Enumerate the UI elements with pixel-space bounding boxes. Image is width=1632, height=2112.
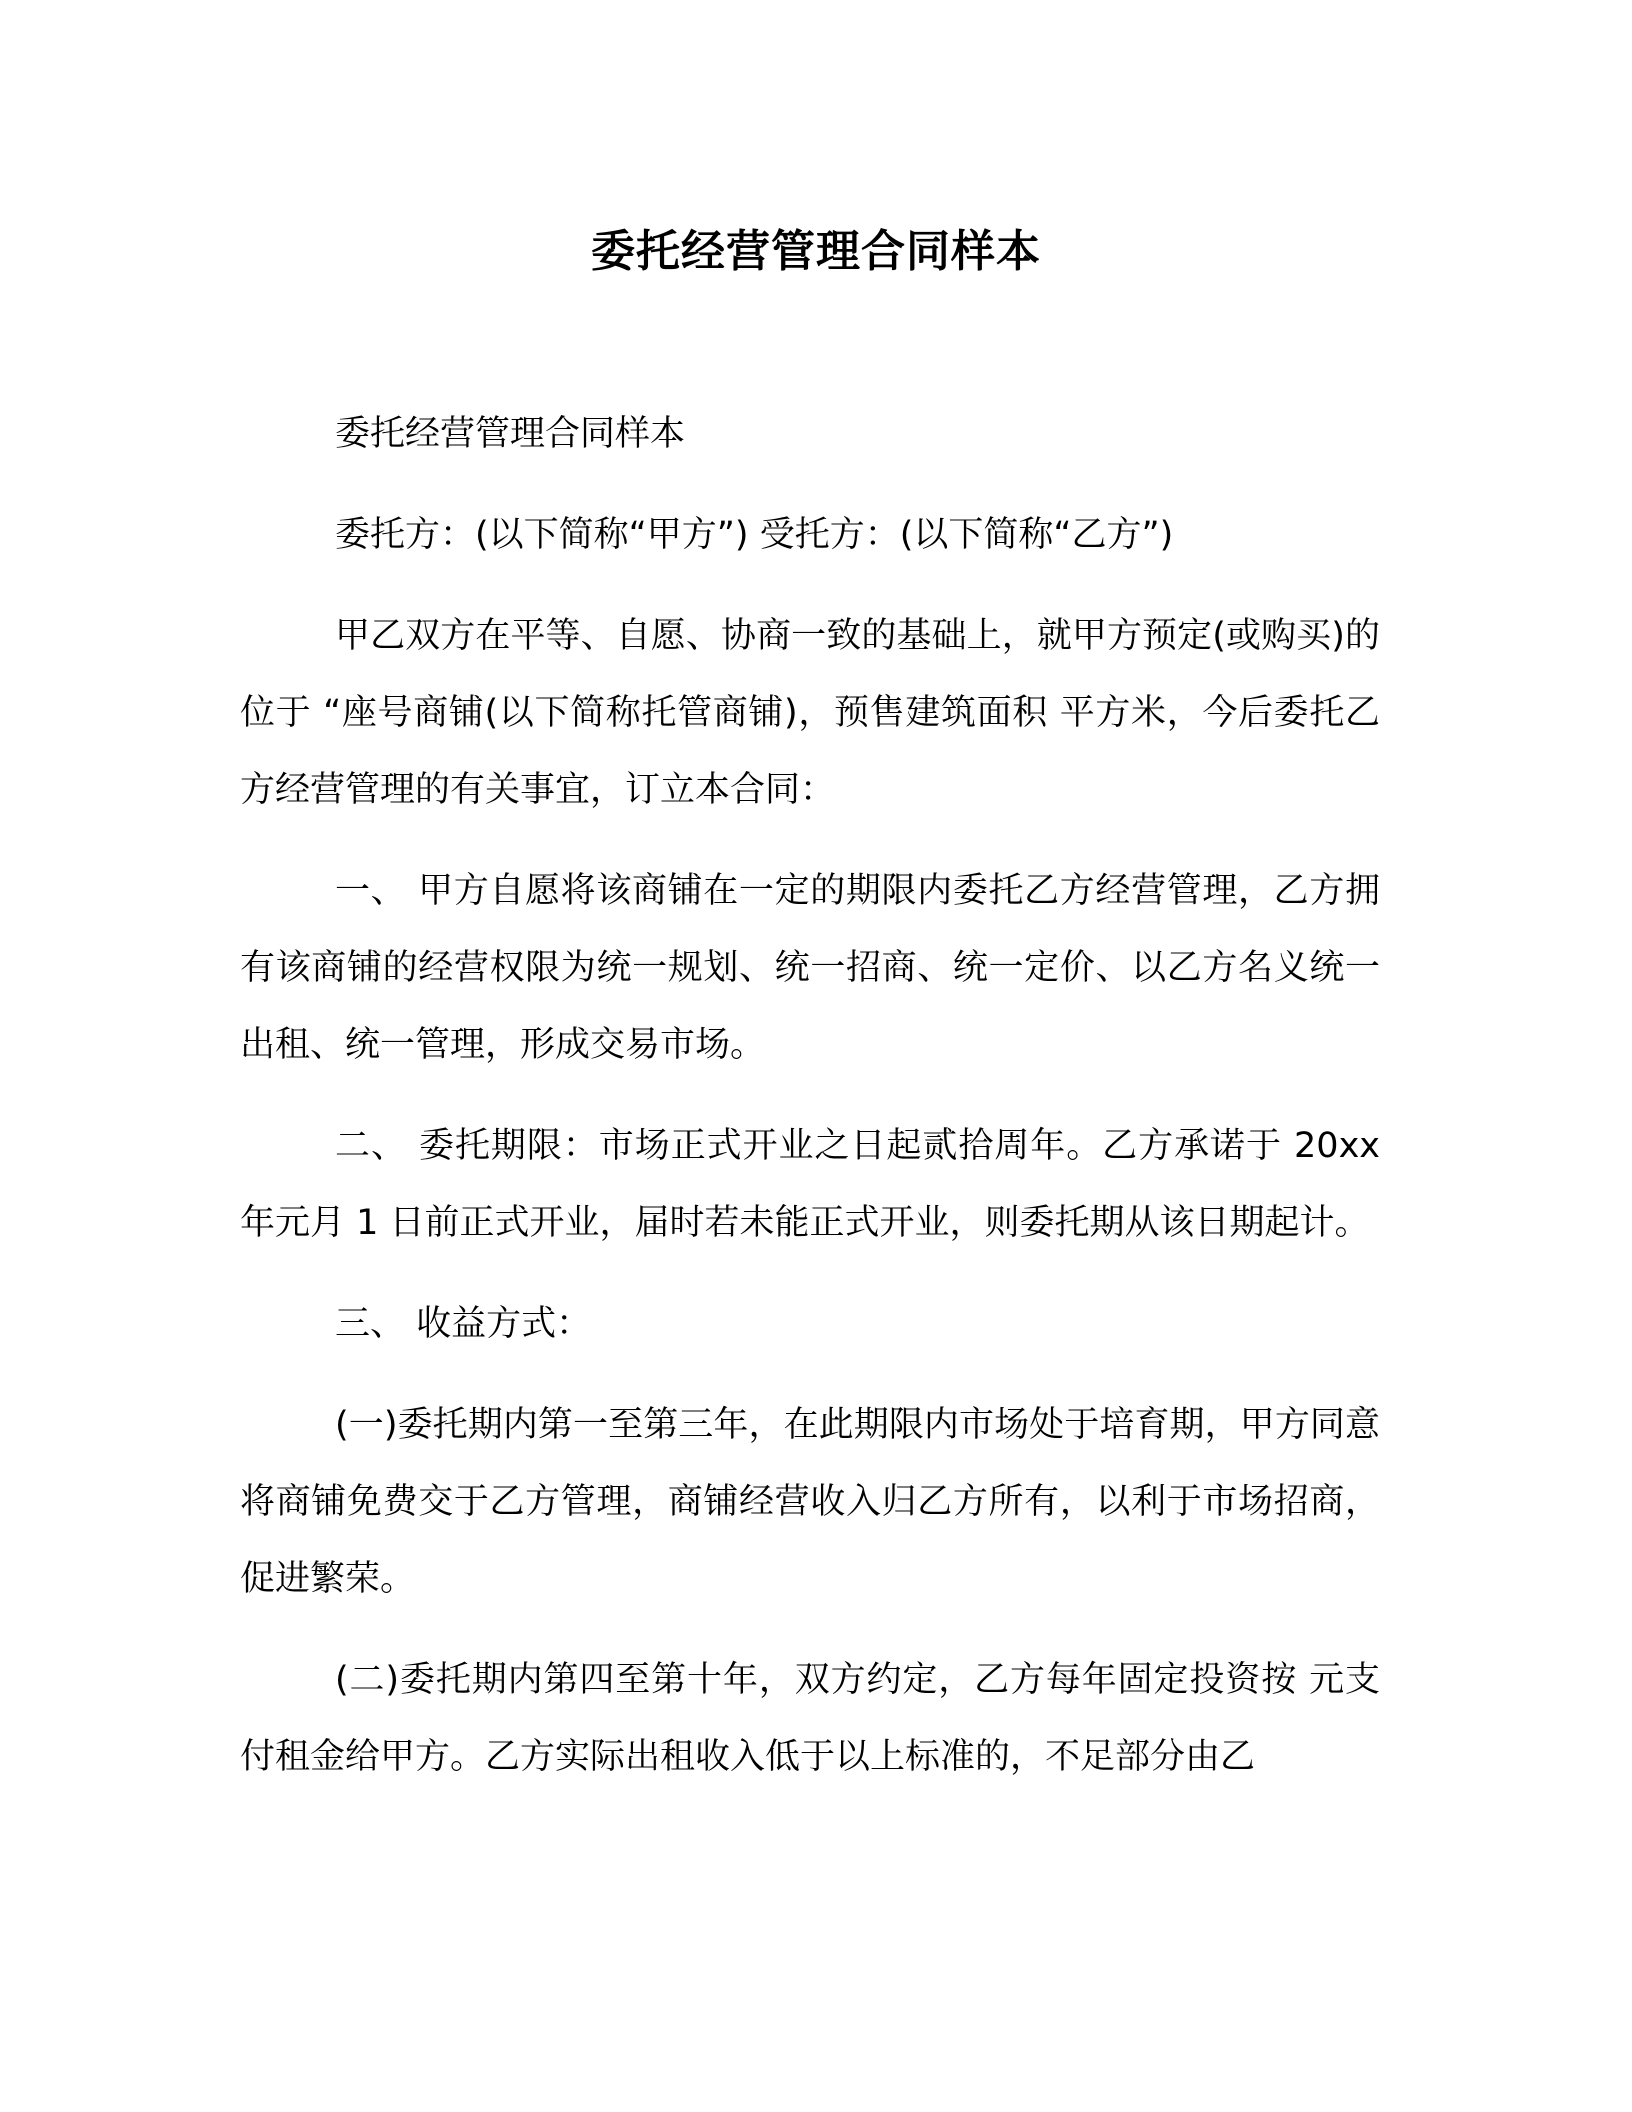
document-title: 委托经营管理合同样本: [591, 226, 1041, 277]
paragraph-clause-1: 一、 甲方自愿将该商铺在一定的期限内委托乙方经营管理，乙方拥有该商铺的经营权限为统一规划、统一招商、统一定价、以乙方名义统一出租、统一管理，形成交易市场。: [240, 871, 1380, 1065]
paragraph-clause-3-1: (一)委托期内第一至第三年，在此期限内市场处于培育期，甲方同意将商铺免费交于乙方管理，商铺经营收入归乙方所有，以利于市场招商，促进繁荣。: [240, 1405, 1380, 1599]
paragraph-subtitle: 委托经营管理合同样本: [335, 414, 686, 454]
document-body: [240, 396, 1380, 1820]
paragraph-clause-3-heading: 三、 收益方式：: [335, 1304, 592, 1344]
paragraph-clause-2: 二、 委托期限：市场正式开业之日起贰拾周年。乙方承诺于 20xx 年元月 1 日前正式开业，届时若未能正式开业，则委托期从该日期起计。: [240, 1126, 1380, 1243]
paragraph-preamble: 甲乙双方在平等、自愿、协商一致的基础上，就甲方预定(或购买)的位于 “座号商铺(以下简称托管商铺)，预售建筑面积 平方米，今后委托乙方经营管理的有关事宜，订立本合同：: [240, 616, 1380, 810]
paragraph-clause-3-2: (二)委托期内第四至第十年，双方约定，乙方每年固定投资按 元支付租金给甲方。乙方实际出租收入低于以上标准的，不足部分由乙: [240, 1660, 1380, 1777]
paragraph-parties: 委托方：(以下简称“甲方”) 受托方：(以下简称“乙方”): [335, 515, 1174, 555]
